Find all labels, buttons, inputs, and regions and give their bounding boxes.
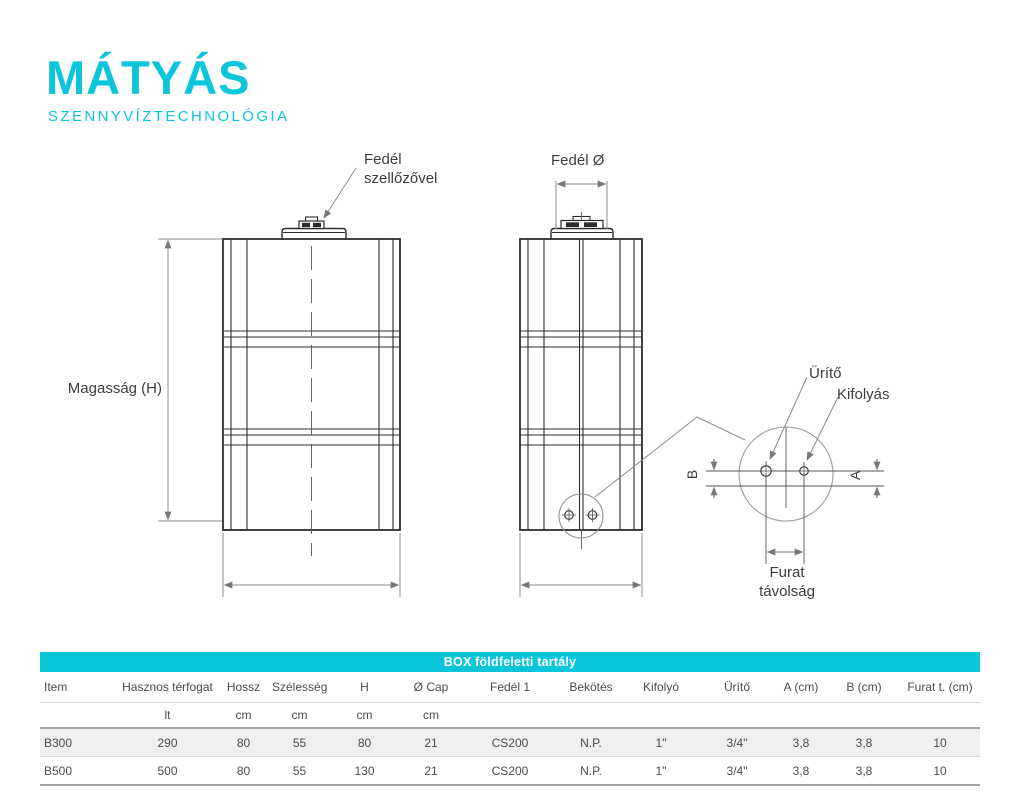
cell-lid1: CS200 xyxy=(491,735,529,750)
hole-distance-label-line2: távolság xyxy=(759,583,815,600)
hole-distance-label-line1: Furat xyxy=(769,564,805,581)
drain-label: Ürítő xyxy=(809,365,842,382)
tank-side-view xyxy=(520,239,642,530)
cell-connection: N.P. xyxy=(580,763,602,778)
unit-cell: cm xyxy=(291,708,308,722)
unit-cell: lt xyxy=(164,708,171,722)
spec-table-units-row xyxy=(40,703,980,729)
cell-h: 130 xyxy=(354,763,375,778)
col-header-drain: Ürítő xyxy=(723,680,750,694)
cell-length: 80 xyxy=(236,763,251,778)
table-row-b300 xyxy=(40,729,980,757)
cell-a: 3,8 xyxy=(792,735,810,750)
spec-table-header-row xyxy=(40,672,980,703)
col-header-hole-t-cm: Furat t. (cm) xyxy=(907,680,973,694)
cell-lid1: CS200 xyxy=(491,763,529,778)
col-header-connection: Bekötés xyxy=(569,680,613,694)
cell-hole-t: 10 xyxy=(933,735,947,750)
side-width-dimension-lines xyxy=(520,533,642,597)
cell-width: 55 xyxy=(292,735,307,750)
lid-vent-label xyxy=(364,150,437,188)
cell-drain: 3/4" xyxy=(726,763,748,778)
spec-table-title: BOX földfeletti tartály xyxy=(40,652,980,672)
col-header-width: Szélesség xyxy=(272,680,328,694)
cell-width: 55 xyxy=(292,763,307,778)
col-header-b-cm: B (cm) xyxy=(846,680,882,694)
height-dimension-lines xyxy=(158,239,222,521)
cell-cap: 21 xyxy=(424,735,438,750)
outflow-label: Kifolyás xyxy=(837,386,890,403)
col-header-useful-volume: Hasznos térfogat xyxy=(122,680,213,694)
dim-a-label: A xyxy=(847,470,864,481)
logo-subtitle: SZENNYVÍZTECHNOLÓGIA xyxy=(48,108,290,125)
col-header-item: Item xyxy=(44,680,68,694)
lid-vent-leader-line xyxy=(324,168,356,218)
side-view-fitting-detail xyxy=(559,494,603,538)
cell-drain: 3/4" xyxy=(726,735,748,750)
cell-b: 3,8 xyxy=(855,735,873,750)
cell-cap: 21 xyxy=(424,763,438,778)
cell-connection: N.P. xyxy=(580,735,602,750)
front-width-dimension-lines xyxy=(223,533,400,597)
lid-diameter-label: Fedél Ø xyxy=(551,152,605,169)
cell-item: B500 xyxy=(44,763,73,778)
col-header-outflow: Kifolyó xyxy=(642,680,680,694)
cell-h: 80 xyxy=(357,735,372,750)
lid-vent-label-line2: szellőzővel xyxy=(364,170,438,187)
spec-table xyxy=(40,652,980,786)
unit-cell: cm xyxy=(356,708,373,722)
logo-wordmark: MÁTYÁS xyxy=(46,51,251,104)
hole-distance-label xyxy=(728,563,846,601)
col-header-h: H xyxy=(360,680,369,694)
cell-volume: 290 xyxy=(157,735,178,750)
height-label: Magasság (H) xyxy=(67,380,162,397)
unit-cell: cm xyxy=(423,708,439,722)
col-header-lid1: Fedél 1 xyxy=(489,680,531,694)
front-view-lid xyxy=(282,217,346,239)
cell-a: 3,8 xyxy=(792,763,810,778)
cell-b: 3,8 xyxy=(855,763,873,778)
cell-outflow: 1" xyxy=(655,763,667,778)
side-view-lid xyxy=(551,217,613,240)
cell-length: 80 xyxy=(236,735,251,750)
col-header-cap-diameter: Ø Cap xyxy=(413,680,449,694)
dim-b-label: B xyxy=(684,469,701,480)
col-header-length: Hossz xyxy=(226,680,261,694)
cell-volume: 500 xyxy=(157,763,178,778)
unit-cell: cm xyxy=(235,708,252,722)
cell-item: B300 xyxy=(44,735,73,750)
table-row-b500 xyxy=(40,757,980,786)
col-header-a-cm: A (cm) xyxy=(783,680,819,694)
cell-hole-t: 10 xyxy=(933,763,947,778)
cell-outflow: 1" xyxy=(655,735,667,750)
lid-vent-label-line1: Fedél xyxy=(364,151,402,168)
